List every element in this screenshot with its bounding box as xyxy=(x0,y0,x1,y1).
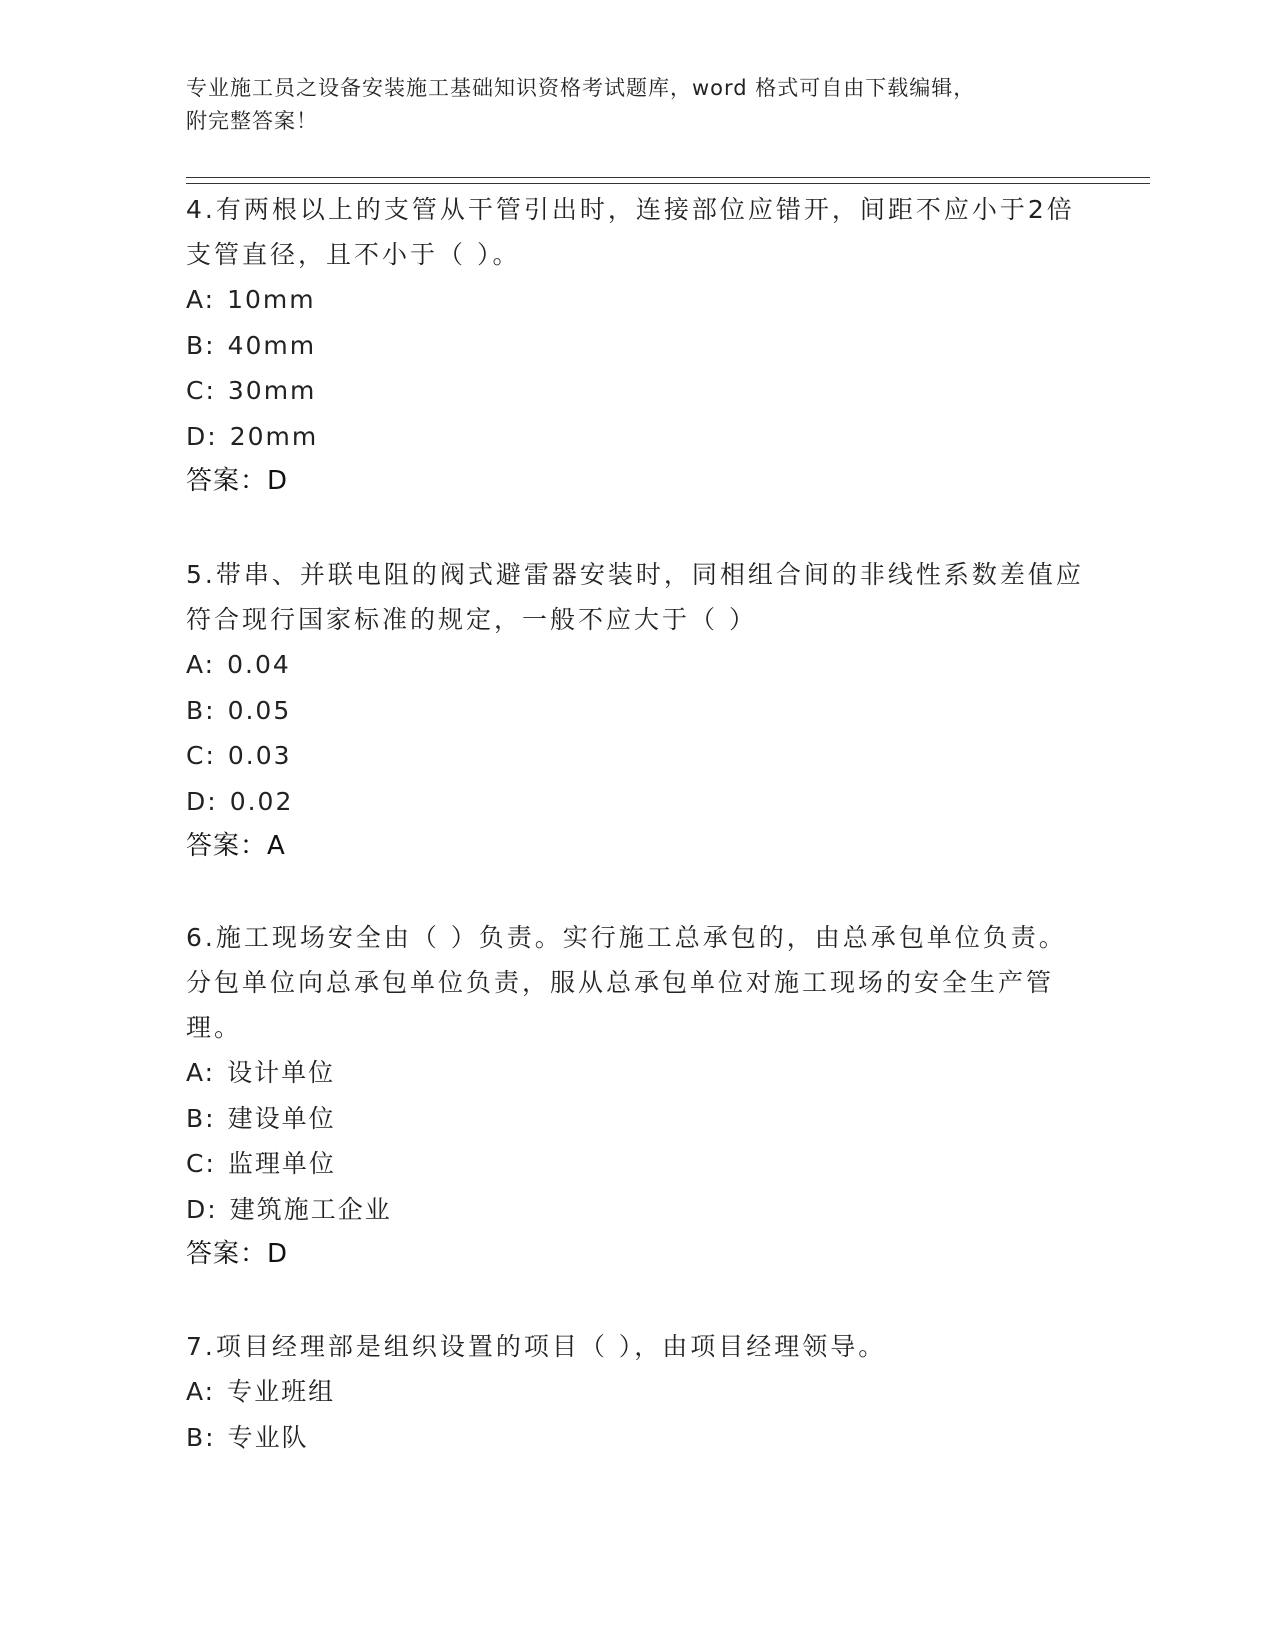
option-letter: A: xyxy=(186,285,216,314)
option-letter: A: xyxy=(186,1058,216,1087)
question-stem: 7.项目经理部是组织设置的项目（ ），由项目经理领导。 xyxy=(186,1332,887,1361)
option-text: 10mm xyxy=(227,285,316,314)
option-letter: D: xyxy=(186,786,218,816)
option-d xyxy=(186,414,1086,460)
option-letter: B: xyxy=(186,1103,216,1133)
document-header xyxy=(186,72,1086,138)
option-a xyxy=(186,277,1086,323)
option-text: 0.02 xyxy=(229,786,294,816)
option-text: 0.03 xyxy=(227,741,292,770)
header-divider xyxy=(186,177,1150,184)
option-letter: B: xyxy=(186,330,216,360)
option-b xyxy=(186,688,1086,734)
option-text: 0.04 xyxy=(227,650,291,679)
option-text: 专业队 xyxy=(227,1422,309,1452)
option-b xyxy=(186,1415,1086,1461)
option-d xyxy=(186,1187,1086,1233)
option-letter: C: xyxy=(186,741,216,770)
option-letter: B: xyxy=(186,1422,216,1452)
question-6 xyxy=(186,915,1086,1276)
option-letter: D: xyxy=(186,1194,218,1224)
question-stem: 4.有两根以上的支管从干管引出时，连接部位应错开，间距不应小于2倍支管直径，且不小于（ ）。 xyxy=(186,195,1075,269)
option-a xyxy=(186,1050,1086,1096)
answer-line: 答案：D xyxy=(186,466,289,496)
option-text: 20mm xyxy=(229,421,319,451)
option-text: 40mm xyxy=(227,330,317,360)
option-text: 监理单位 xyxy=(227,1149,336,1178)
option-letter: A: xyxy=(186,650,216,679)
header-line-1: 专业施工员之设备安装施工基础知识资格考试题库，word 格式可自由下载编辑， xyxy=(186,76,976,100)
question-4 xyxy=(186,187,1086,503)
option-letter: C: xyxy=(186,1149,216,1178)
option-c xyxy=(186,1141,1086,1187)
header-line-2: 附完整答案！ xyxy=(186,109,318,133)
option-text: 0.05 xyxy=(227,695,292,725)
option-c xyxy=(186,733,1086,779)
question-stem: 5.带串、并联电阻的阀式避雷器安装时，同相组合间的非线性系数差值应符合现行国家标准的规定，一般不应大于（ ） xyxy=(186,560,1084,634)
option-text: 设计单位 xyxy=(227,1058,336,1087)
option-letter: C: xyxy=(186,376,216,405)
option-b xyxy=(186,323,1086,369)
option-b xyxy=(186,1096,1086,1142)
option-a xyxy=(186,642,1086,688)
question-7 xyxy=(186,1324,1086,1460)
option-text: 专业班组 xyxy=(227,1377,336,1406)
question-stem: 6.施工现场安全由（ ）负责。实行施工总承包的，由总承包单位负责。分包单位向总承包单位负责，服从总承包单位对施工现场的安全生产管理。 xyxy=(186,923,1067,1042)
option-text: 建筑施工企业 xyxy=(229,1194,392,1224)
answer-line: 答案：A xyxy=(186,831,286,861)
option-letter: A: xyxy=(186,1377,216,1406)
question-5 xyxy=(186,552,1086,868)
option-letter: B: xyxy=(186,695,216,725)
option-letter: D: xyxy=(186,421,218,451)
option-d xyxy=(186,779,1086,825)
option-c xyxy=(186,368,1086,414)
option-text: 30mm xyxy=(227,376,317,405)
option-a xyxy=(186,1369,1086,1415)
answer-line: 答案：D xyxy=(186,1239,289,1269)
option-text: 建设单位 xyxy=(227,1103,336,1133)
